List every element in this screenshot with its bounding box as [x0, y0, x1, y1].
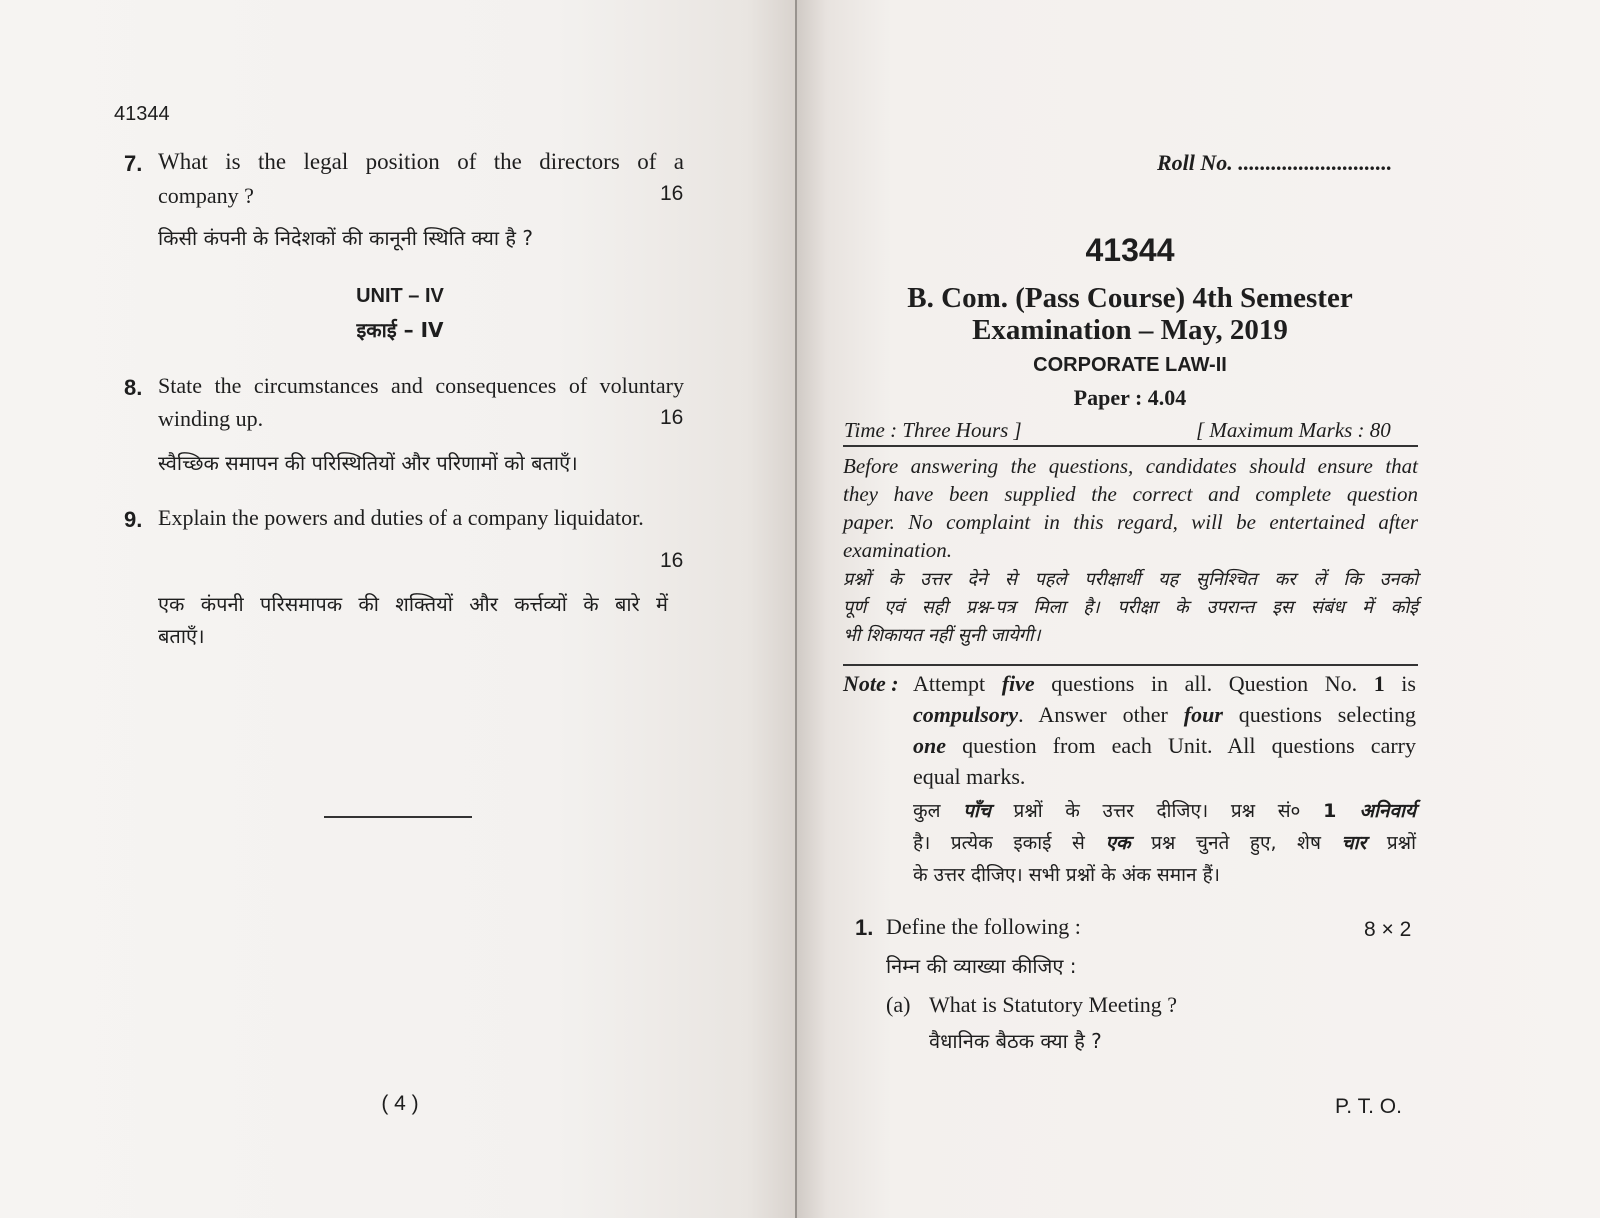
- q7-marks: 16: [660, 182, 684, 205]
- q8-hindi: स्वैच्छिक समापन की परिस्थितियों और परिणामों को बताएँ।: [158, 451, 578, 475]
- paper-number: Paper : 4.04: [1073, 385, 1187, 410]
- q9-hindi-line1: एक कंपनी परिसमापक की शक्तियों और कर्त्तव्यों के बारे में: [158, 592, 668, 616]
- q7-hindi: किसी कंपनी के निदेशकों की कानूनी स्थिति क्या है ?: [158, 226, 533, 250]
- unit-iv-heading-hindi: इकाई – IV: [356, 318, 444, 342]
- instr-en-line: Before answering the questions, candidates should ensure that: [843, 454, 1418, 478]
- maximum-marks: [ Maximum Marks : 80: [1196, 418, 1391, 442]
- instr-hi-line: प्रश्नों के उत्तर देने से पहले परीक्षार्थी यह सुनिश्चित कर लें कि उनको: [843, 569, 1418, 590]
- note-en-line: one question from each Unit. All questions carry: [913, 733, 1416, 758]
- note-hi-line: कुल पाँच प्रश्नों के उत्तर दीजिए। प्रश्न सं० 1 अनिवार्य: [913, 800, 1416, 822]
- page-spine: [795, 0, 797, 1218]
- note-hi-line: है। प्रत्येक इकाई से एक प्रश्न चुनते हुए, शेष चार प्रश्नों: [913, 832, 1416, 854]
- exam-title: Examination – May, 2019: [972, 314, 1288, 346]
- q7-text-line2: company ?: [158, 183, 254, 208]
- course-title: B. Com. (Pass Course) 4th Semester: [907, 282, 1353, 314]
- instr-en-line: examination.: [843, 538, 953, 562]
- q8-text-line2: winding up.: [158, 406, 264, 431]
- page-turn-over: P. T. O.: [1335, 1095, 1402, 1118]
- q9-hindi-line2: बताएँ।: [158, 624, 205, 648]
- q9-number: 9.: [124, 507, 143, 532]
- q1-number: 1.: [855, 915, 874, 940]
- note-label: Note :: [843, 671, 899, 696]
- note-en-line: compulsory. Answer other four questions selecting: [913, 702, 1417, 727]
- q9-text: Explain the powers and duties of a company liquidator.: [158, 505, 644, 530]
- unit-iv-heading: UNIT – IV: [356, 285, 444, 307]
- right-paper-code: 41344: [1085, 232, 1175, 268]
- q7-number: 7.: [124, 151, 143, 176]
- q8-number: 8.: [124, 375, 143, 400]
- q1a-label: (a): [886, 992, 911, 1017]
- q1-marks: 8 × 2: [1364, 918, 1412, 941]
- note-hindi: [913, 795, 1416, 891]
- note-en-line: equal marks.: [913, 764, 1026, 789]
- note-en-line: Attempt five questions in all. Question No. 1 is: [913, 671, 1416, 696]
- q7-text-line1: What is the legal position of the directors of a: [158, 149, 684, 174]
- instr-hi-line: भी शिकायत नहीं सुनी जायेगी।: [843, 625, 1041, 646]
- left-paper-code: 41344: [114, 103, 170, 125]
- note-hi-line: के उत्तर दीजिए। सभी प्रश्नों के अंक समान हैं।: [913, 864, 1220, 886]
- subject-title: CORPORATE LAW-II: [1033, 354, 1227, 376]
- instructions-hindi: [843, 566, 1418, 650]
- instructions-english: [843, 452, 1418, 564]
- instr-en-line: they have been supplied the correct and complete question: [843, 482, 1418, 506]
- q1-hindi: निम्न की व्याख्या कीजिए :: [886, 954, 1077, 978]
- end-of-paper-rule: [324, 816, 472, 818]
- q1-text: Define the following :: [886, 914, 1081, 939]
- exam-duration: Time : Three Hours ]: [844, 418, 1022, 442]
- q1a-hindi: वैधानिक बैठक क्या है ?: [929, 1029, 1102, 1053]
- roll-number-field: Roll No. ............................: [1157, 150, 1393, 175]
- header-rule: [843, 445, 1418, 447]
- q8-marks: 16: [660, 406, 684, 429]
- left-page-number: ( 4 ): [381, 1092, 419, 1115]
- q8-text-line1: State the circumstances and consequences of voluntary: [158, 373, 684, 398]
- instr-hi-line: पूर्ण एवं सही प्रश्न-पत्र मिला है। परीक्षा के उपरान्त इस संबंध में कोई: [843, 597, 1418, 618]
- q1a-text: What is Statutory Meeting ?: [929, 992, 1178, 1017]
- instructions-rule: [843, 664, 1418, 666]
- note-english: [913, 668, 1416, 792]
- instr-en-line: paper. No complaint in this regard, will be entertained after: [843, 510, 1418, 534]
- q9-marks: 16: [660, 549, 684, 572]
